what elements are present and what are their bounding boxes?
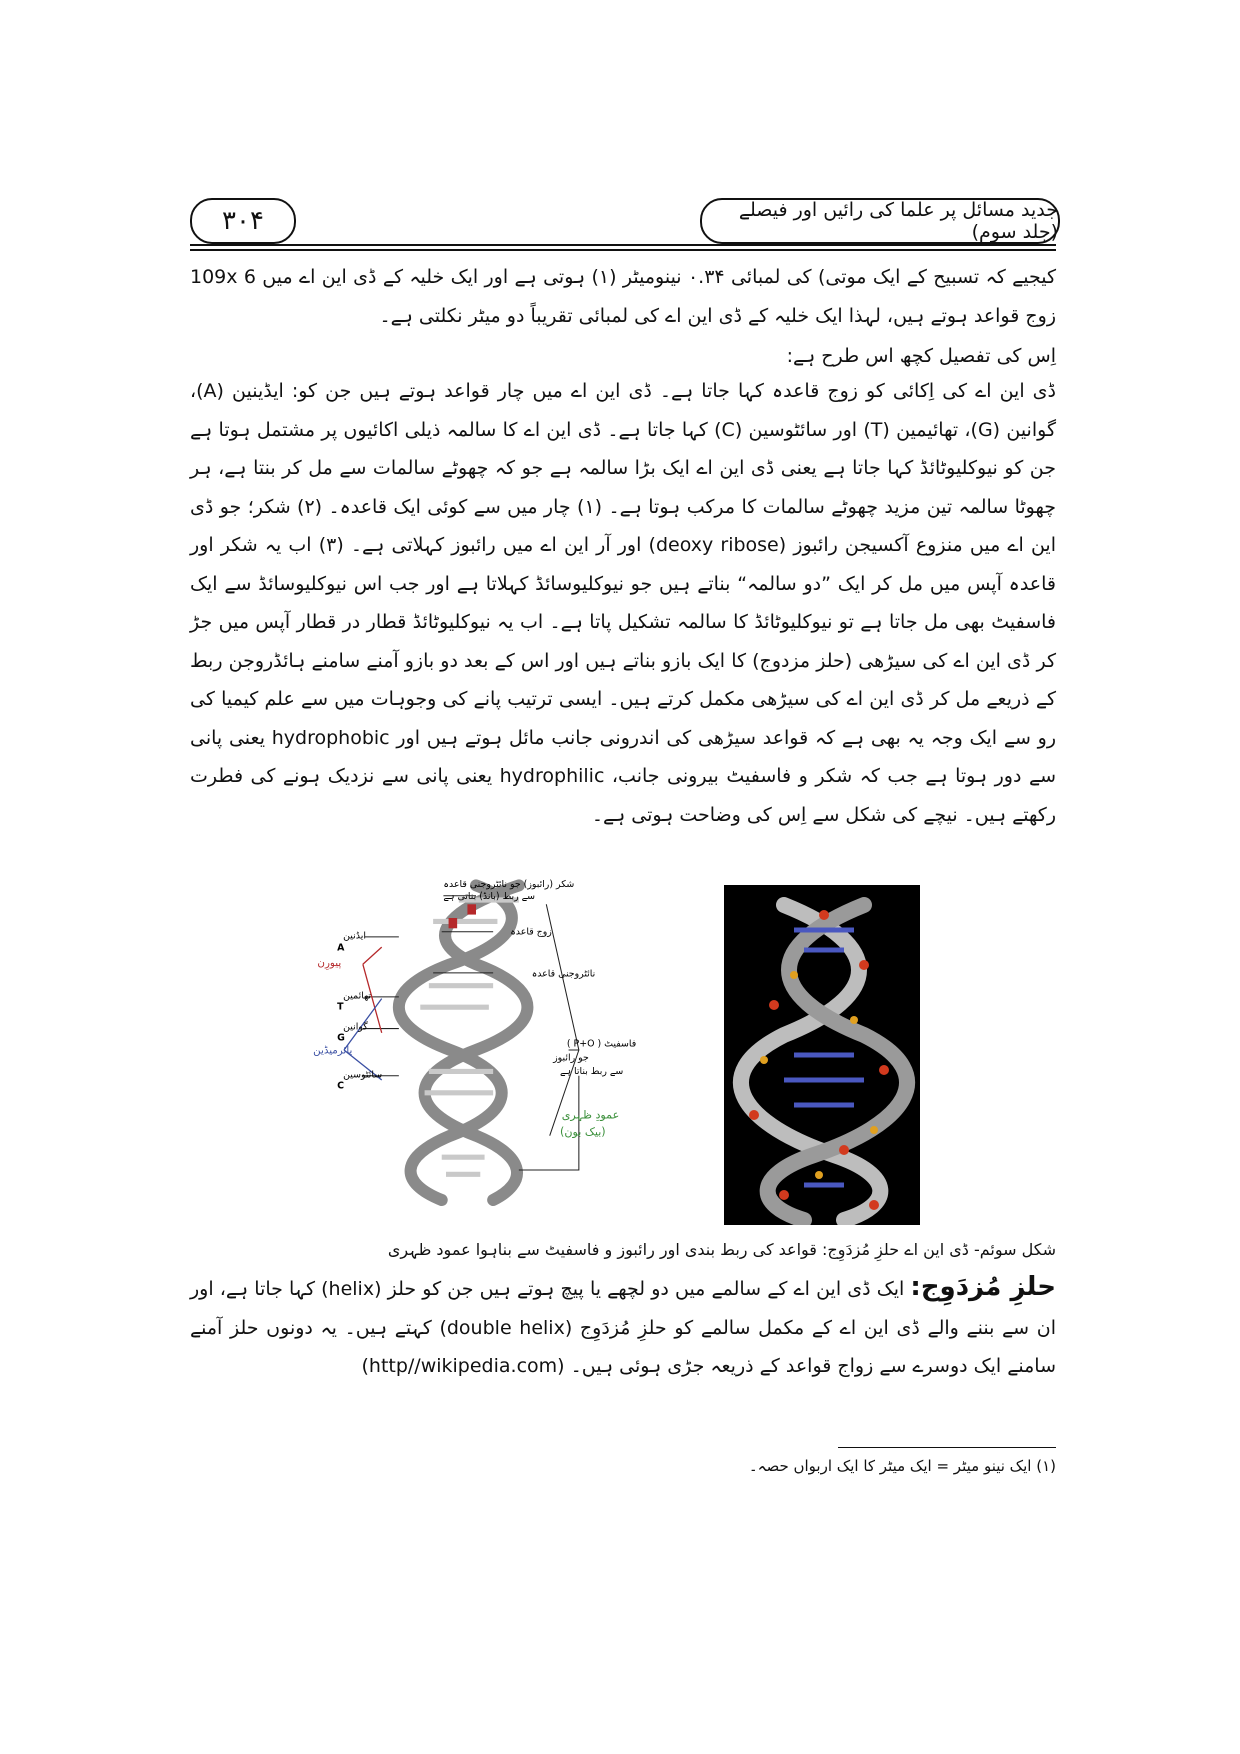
sugar-highlight	[467, 904, 476, 914]
dna-diagram	[296, 842, 656, 1234]
helix-ribbons	[399, 885, 528, 1200]
helix-paragraph	[190, 1268, 1056, 1386]
paragraph-2: اِس کی تفصیل کچھ اس طرح ہے:	[786, 345, 1056, 367]
label-pyrimidine: پائرمیڈین	[313, 1044, 353, 1057]
label-cytosine-letter: C	[337, 1080, 345, 1092]
label-thymine-letter: T	[337, 1001, 344, 1013]
page-number: ۳۰۴	[190, 198, 296, 244]
label-backbone-2: (بیک بون)	[560, 1125, 606, 1139]
footnote-rule	[838, 1447, 1056, 1448]
label-phosphate: فاسفیٹ ( P+O )	[566, 1038, 637, 1050]
label-guanine: گوانین	[343, 1021, 368, 1033]
label-purine: پیورِن	[317, 957, 342, 969]
label-sugar-2: سے ربط (بانڈ) بناتی ہے	[443, 891, 536, 903]
helix-text: ایک ڈی این اے کے سالمے میں دو لچھے یا پیچ ہوتے ہیں جن کو حلز (helix) کہا جاتا ہے، اور ان سے بننے والے ڈی این اے کے مکمل سالمے کو حلزِ مُزدَوِج (double helix) کہتے ہیں۔ یہ دونوں حلز آمنے سامنے ایک دوسرے سے زواج قواعد کے ذریعہ جڑی ہوئی ہیں۔ (http//wikipedia.com)	[190, 1278, 1056, 1377]
paragraph-1: کیجیے کہ تسبیح کے ایک موتی) کی لمبائی ۰.۳۴ نینومیٹر (۱) ہوتی ہے اور ایک خلیہ کے ڈی این اے میں 109x 6 زوج قواعد ہوتے ہیں، لہذا ایک خلیہ کے ڈی این اے کی لمبائی تقریباً دو میٹر نکلتی ہے۔	[190, 266, 1056, 327]
label-base-pair: زوج قاعدہ	[510, 926, 552, 938]
label-cytosine: سائٹوسین	[343, 1069, 383, 1081]
helix-term: حلزِ مُزدَوِج:	[910, 1272, 1056, 1302]
header-rule-top	[190, 244, 1056, 246]
book-title: جدید مسائل پر علما کی رائیں اور فیصلے (جلد سوم)	[700, 198, 1060, 244]
header-rule-bottom	[190, 249, 1056, 251]
footnote: (۱) ایک نینو میٹر = ایک میٹر کا ایک اربواں حصہ۔	[748, 1457, 1056, 1475]
label-phosphate-3: سے ربط بناتا ہے	[560, 1066, 624, 1077]
label-adenine: ایڈنین	[343, 930, 366, 942]
label-nitrogen-base: نائٹروجنی قاعدہ	[531, 968, 596, 980]
paragraph-3: ڈی این اے کی اِکائی کو زوج قاعدہ کہا جاتا ہے۔ ڈی این اے میں چار قواعد ہوتے ہیں جن کو: ایڈینین (A)، گوانین (G)، تھائیمین (T) اور سائٹوسین (C) کہا جاتا ہے۔ ڈی این اے کا سالمہ ذیلی اکائیوں پر مشتمل ہوتا ہے جن کو نیوکلیوٹائڈ کہا جاتا ہے یعنی ڈی این اے ایک بڑا سالمہ ہے جو کہ چھوٹے سالمات سے مل کر بنتا ہے، ہر چھوٹا سالمہ تین مزید چھوٹے سالمات کا مرکب ہوتا ہے۔ (۱) چار میں سے کوئی ایک قاعدہ۔ (۲) شکر؛ جو ڈی این اے میں منزوع آکسیجن رائبوز (deoxy ribose) اور آر این اے میں رائبوز کہلاتی ہے۔ (۳) اب یہ شکر اور قاعدہ آپس میں مل کر ایک ”دو سالمہ“ بناتے ہیں جو نیوکلیوسائڈ کہلاتا ہے اور جب اس نیوکلیوسائڈ سے ایک فاسفیٹ بھی مل جاتا ہے تو نیوکلیوٹائڈ کا سالمہ تشکیل پاتا ہے۔ اب یہ نیوکلیوٹائڈ قطار در قطار آپس میں جڑ کر ڈی این اے کی سیڑھی (حلز مزدوج) کا ایک بازو بناتے ہیں اور اس کے بعد دو بازو آمنے سامنے ہائڈروجن ربط کے ذریعے مل کر ڈی این اے کی سیڑھی مکمل کرتے ہیں۔ ایسی ترتیب پانے کی وجوہات میں سے علم کیمیا کی رو سے ایک وجہ یہ بھی ہے کہ قواعد سیڑھی کی اندرونی جانب مائل ہوتے ہیں اور hydrophobic یعنی پانی سے دور ہوتا ہے جب کہ شکر و فاسفیٹ بیرونی جانب، hydrophilic یعنی پانی سے نزدیک ہونے کی فطرت رکھتے ہیں۔ نیچے کی شکل سے اِس کی وضاحت ہوتی ہے۔	[190, 380, 1056, 826]
label-adenine-letter: A	[337, 942, 345, 954]
dna-molecule-model-image	[724, 885, 920, 1225]
label-sugar: شکر (رائبوز) جو نائٹروجنی قاعدہ	[443, 879, 575, 891]
figure-caption: شکل سوئم- ڈی این اے حلزِ مُزدَوِج: قواعد کی ربط بندی اور رائبوز و فاسفیٹ سے بناہوا عمود ظہری	[387, 1240, 1056, 1259]
label-guanine-letter: G	[337, 1032, 345, 1044]
label-phosphate-2: جو رائبوز	[553, 1052, 589, 1064]
sugar-highlight	[449, 918, 458, 928]
label-thymine: تھائمین	[343, 990, 372, 1002]
label-backbone: عمودِ ظہری	[561, 1108, 620, 1122]
